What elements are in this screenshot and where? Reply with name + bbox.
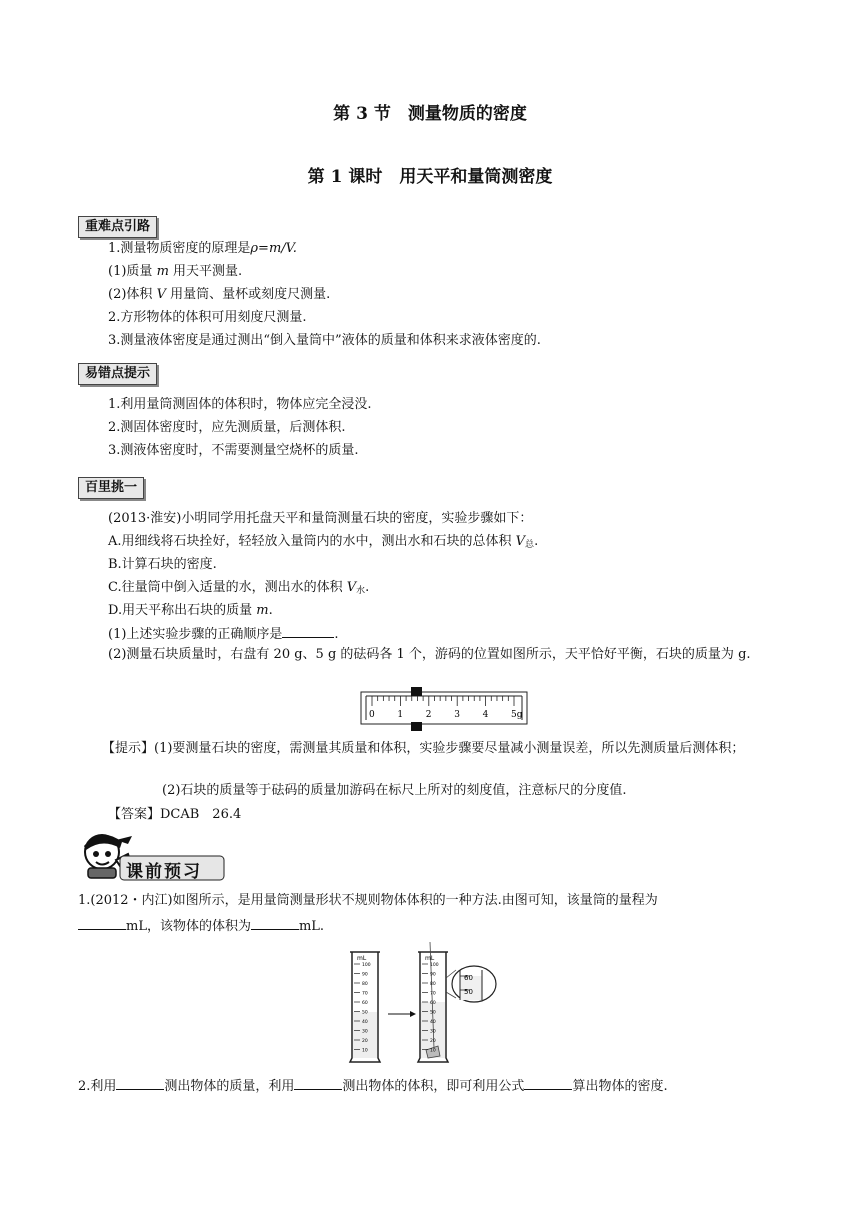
answer-line: 【答案】DCAB 26.4 [108, 807, 242, 822]
rider-bottom [411, 722, 422, 731]
cylinder-tick-label: 80 [362, 982, 368, 987]
preview-q1-line2 [78, 917, 324, 936]
key-point-1-1-a: (1)质量 [108, 264, 157, 279]
hint-1: 【提示】(1)要测量石块的密度，需测量其质量和体积，实验步骤要尽量减小测量误差，所以先测质量后测体积； [102, 741, 745, 756]
question-1-end: . [334, 627, 339, 642]
rider-top [411, 687, 422, 696]
mistake-2: 2.测固体密度时，应先测质量，后测体积. [108, 420, 346, 435]
step-b: B.计算石块的密度. [108, 557, 217, 572]
preview-banner [76, 826, 226, 882]
step-a-text: A.用细线将石块拴好，轻轻放入量筒内的水中，测出水和石块的总体积 [108, 534, 516, 549]
key-point-2: 2.方形物体的体积可用刻度尺测量. [108, 310, 307, 325]
question-1-text: (1)上述实验步骤的正确顺序是 [108, 627, 283, 642]
cylinder-tick-label: 50 [362, 1010, 368, 1016]
ruler-label: 5g [511, 710, 523, 720]
cylinder-tick-label: 70 [362, 991, 368, 997]
key-point-1-2-b: 用量筒、量杯或刻度尺测量. [165, 287, 331, 302]
cylinder-tick-label: 40 [362, 1020, 368, 1025]
ruler-label: 1 [397, 710, 404, 720]
step-d-m: m [256, 603, 269, 618]
step-d [108, 602, 273, 620]
preview-banner-text: 课前预习 [126, 862, 202, 882]
step-a-sub: 总 [525, 540, 535, 550]
cylinder-tick-label: 10 [430, 1048, 436, 1054]
cylinder-unit-right: mL [425, 955, 435, 962]
step-c-sub: 水 [356, 586, 366, 596]
key-point-1-1 [108, 263, 242, 281]
cylinder-tick-label: 30 [430, 1029, 436, 1035]
balance-ruler-figure [360, 686, 528, 732]
key-point-1-2 [108, 286, 330, 304]
preview-q2-a: 2.利用 [78, 1079, 117, 1094]
cylinder-tick-label: 70 [430, 991, 436, 997]
volume-tool-blank[interactable] [294, 1077, 342, 1090]
cylinder-tick-label: 100 [430, 963, 439, 968]
key-point-1 [108, 240, 297, 258]
cylinder-tick-label: 60 [362, 1001, 368, 1006]
density-formula: ρ=m/V. [250, 241, 297, 256]
preview-q2-c: 测出物体的体积，即可利用公式 [342, 1079, 525, 1094]
step-c-end: . [365, 580, 370, 595]
cylinder-unit-left: mL [357, 955, 367, 962]
step-d-end: . [268, 603, 273, 618]
formula-blank[interactable] [524, 1077, 572, 1090]
zoom-tick-50: 50 [464, 988, 473, 996]
step-a [108, 533, 538, 554]
step-c [108, 579, 369, 600]
preview-q2-b: 测出物体的质量，利用 [164, 1079, 295, 1094]
cylinder-tick-label: 20 [430, 1039, 436, 1044]
key-point-1-2-a: (2)体积 [108, 287, 157, 302]
answer-blank[interactable] [282, 625, 334, 638]
tag-example: 百里挑一 [78, 477, 144, 499]
ruler-label: 4 [482, 710, 489, 720]
ruler-label: 2 [425, 710, 432, 720]
mistake-3: 3.测液体密度时，不需要测量空烧杯的质量. [108, 443, 359, 458]
lesson-title: 第 1 课时 用天平和量筒测密度 [307, 167, 553, 187]
balance-ruler-svg [360, 686, 528, 732]
preview-q1-line1: 1.(2012・内江)如图所示，是用量筒测量形状不规则物体体积的一种方法.由图可知，该量筒的量程为 [78, 893, 658, 908]
section-title: 第 3 节 测量物质的密度 [333, 104, 527, 124]
cylinder-tick-label: 20 [362, 1039, 368, 1044]
volume-blank[interactable] [251, 917, 299, 930]
cylinder-tick-label: 100 [362, 963, 371, 968]
preview-q2 [78, 1077, 668, 1096]
cylinder-tick-label: 50 [430, 1010, 436, 1016]
volume-symbol: V [156, 287, 166, 302]
question-1 [108, 625, 339, 644]
cylinder-tick-label: 30 [362, 1029, 368, 1035]
cylinder-tick-label: 80 [430, 982, 436, 987]
step-a-end: . [534, 534, 539, 549]
example-intro: (2013·淮安)小明同学用托盘天平和量筒测量石块的密度，实验步骤如下： [108, 511, 533, 526]
preview-q1-mid: mL，该物体的体积为 [126, 919, 251, 934]
cylinder-svg [346, 942, 518, 1068]
mass-symbol: m [156, 264, 169, 279]
step-a-v: V [515, 534, 526, 549]
cylinder-tick-label: 60 [430, 1001, 436, 1006]
cylinder-tick-label: 40 [430, 1020, 436, 1025]
step-c-v: V [346, 580, 357, 595]
question-2: (2)测量石块质量时，右盘有 20 g、5 g 的砝码各 1 个，游码的位置如图所示，天平恰好平衡，石块的质量为 g. [108, 647, 751, 662]
tag-common-mistakes: 易错点提示 [78, 363, 157, 385]
key-point-1-text: 1.测量物质密度的原理是 [108, 241, 251, 256]
cylinder-tick-label: 90 [430, 972, 436, 978]
cylinder-figure [346, 942, 518, 1068]
preview-q1-end: mL. [298, 919, 325, 934]
hint-2: (2)石块的质量等于砝码的质量加游码在标尺上所对的刻度值，注意标尺的分度值. [162, 783, 627, 798]
key-point-1-1-b: 用天平测量. [168, 264, 243, 279]
zoom-tick-60: 60 [464, 974, 473, 982]
range-blank[interactable] [78, 917, 126, 930]
step-d-text: D.用天平称出石块的质量 [108, 603, 257, 618]
key-point-3: 3.测量液体密度是通过测出“倒入量筒中”液体的质量和体积来求液体密度的. [108, 333, 541, 348]
mass-tool-blank[interactable] [116, 1077, 164, 1090]
ruler-label: 3 [454, 710, 460, 720]
cylinder-tick-label: 10 [362, 1048, 368, 1054]
cylinder-tick-label: 90 [362, 972, 368, 978]
mistake-1: 1.利用量筒测固体的体积时，物体应完全浸没. [108, 397, 372, 412]
ruler-label: 0 [369, 710, 375, 720]
tag-key-points: 重难点引路 [78, 216, 157, 238]
step-c-text: C.往量筒中倒入适量的水，测出水的体积 [108, 580, 347, 595]
preview-q2-d: 算出物体的密度. [572, 1079, 668, 1094]
